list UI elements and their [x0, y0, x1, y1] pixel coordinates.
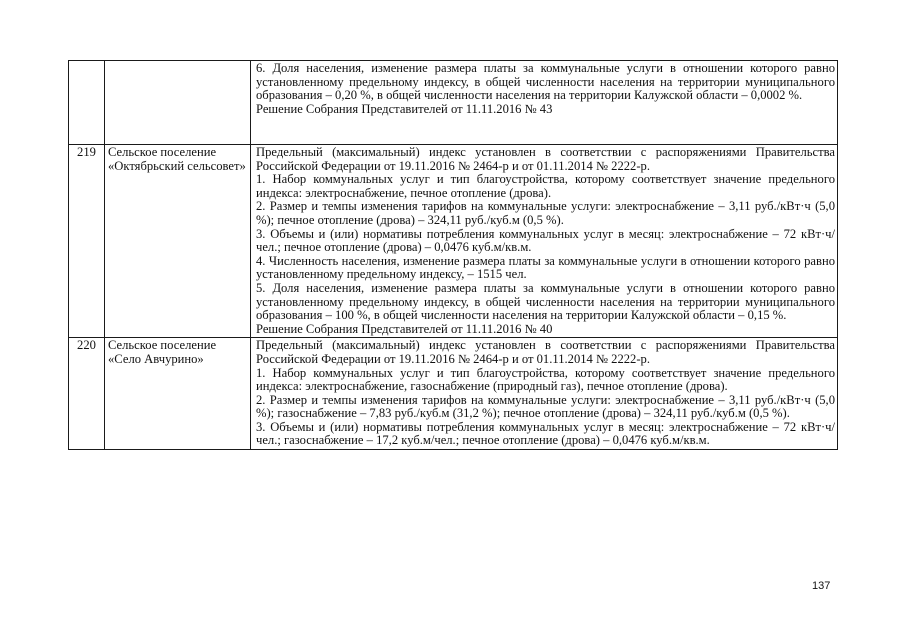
table-row — [69, 61, 838, 145]
table-row — [69, 145, 838, 338]
paragraph-services-set: 1. Набор коммунальных услуг и тип благоустройства, которому соответствует значение предельного индекса: электроснабжение, газоснабжение (природный газ), печное отопление (дрова). — [256, 365, 835, 394]
paragraph-share-of-population: 6. Доля населения, изменение размера платы за коммунальные услуги в отношении которого равно установленному предельному индексу, в общей численности населения на территории муниципального образования – 0,20 %, в общей численности населения на территории Калужской области – 0,0002 %. — [256, 61, 835, 103]
description-cell — [251, 145, 838, 338]
tariff-index-table — [68, 60, 838, 450]
paragraph-decision: Решение Собрания Представителей от 11.11.2016 № 40 — [256, 321, 553, 336]
settlement-name-cell — [105, 61, 251, 145]
row-number-cell: 220 — [69, 338, 105, 450]
paragraph-share-of-population: 5. Доля населения, изменение размера платы за коммунальные услуги в отношении которого равно установленному предельному индексу, в общей численности населения на территории муниципального образования – 100 %, в общей численности населения на территории Калужской области – 0,15 %. — [256, 280, 835, 323]
paragraph-consumption: 3. Объемы и (или) нормативы потребления коммунальных услуг в месяц: электроснабжение – 72 кВт·ч/чел.; печное отопление (дрова) – 0,0476 куб.м/кв.м. — [256, 226, 835, 255]
paragraph-tariffs: 2. Размер и темпы изменения тарифов на коммунальные услуги: электроснабжение – 3,11 руб./кВт·ч (5,0 %); газоснабжение – 7,83 руб./куб.м (31,2 %); печное отопление (дрова) – 324,11 руб./куб.м (0,5 %). — [256, 392, 835, 421]
paragraph-decision: Решение Собрания Представителей от 11.11.2016 № 43 — [256, 101, 553, 116]
paragraph-consumption: 3. Объемы и (или) нормативы потребления коммунальных услуг в месяц: электроснабжение – 72 кВт·ч/чел.; газоснабжение – 17,2 куб.м/чел.; печное отопление (дрова) – 0,0476 куб.м/кв.м. — [256, 419, 835, 448]
description-cell — [251, 338, 838, 450]
row-number-cell — [69, 61, 105, 145]
paragraph-intro: Предельный (максимальный) индекс установлен в соответствии с распоряжениями Правительства Российской Федерации от 19.11.2016 № 2464-р и от 01.11.2014 № 2222-р. — [256, 338, 835, 366]
settlement-name-cell: Сельское поселение «Октябрьский сельсовет» — [105, 145, 251, 338]
page-number: 137 — [812, 580, 831, 592]
paragraph-intro: Предельный (максимальный) индекс установлен в соответствии с распоряжениями Правительства Российской Федерации от 19.11.2016 № 2464-р и от 01.11.2014 № 2222-р. — [256, 145, 835, 173]
paragraph-tariffs: 2. Размер и темпы изменения тарифов на коммунальные услуги: электроснабжение – 3,11 руб./кВт·ч (5,0 %); печное отопление (дрова) – 324,11 руб./куб.м (0,5 %). — [256, 199, 835, 227]
settlement-name-cell: Сельское поселение «Село Авчурино» — [105, 338, 251, 450]
table-row — [69, 338, 838, 450]
row-number-cell: 219 — [69, 145, 105, 338]
description-cell — [251, 61, 838, 145]
paragraph-services-set: 1. Набор коммунальных услуг и тип благоустройства, которому соответствует значение предельного индекса: электроснабжение, печное отопление (дрова). — [256, 172, 835, 200]
paragraph-population: 4. Численность населения, изменение размера платы за коммунальные услуги в отношении которого равно установленному предельному индексу, – 1515 чел. — [256, 253, 835, 282]
